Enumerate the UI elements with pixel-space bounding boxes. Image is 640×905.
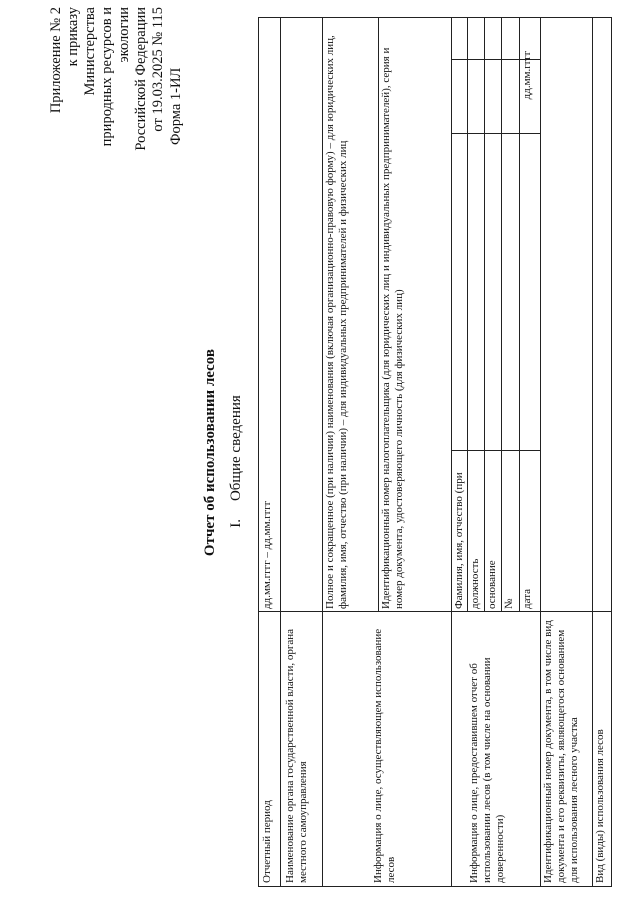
appendix-line: природных ресурсов и экологии xyxy=(99,7,132,147)
submitter-fio-label: Фамилия, имя, отчество (при xyxy=(453,472,465,609)
forest-user-name-label: Полное и сокращенное (при наличии) наименования (включая организационно-правовую форму) – для юридических лиц, фамилия, имя, отчество (при наличии) – для индивидуальных предпринимателей и физических лиц xyxy=(324,35,349,609)
section-name: Общие сведения xyxy=(228,395,244,502)
form-label: Форма 1-ИЛ xyxy=(168,67,184,145)
appendix-header xyxy=(48,7,167,157)
forest-user-label: Информация о лице, осуществляющем использование лесов xyxy=(372,628,397,883)
authority-value[interactable] xyxy=(281,16,322,612)
usage-type-label: Вид (виды) использования лесов xyxy=(594,729,606,883)
submitter-label: Информация о лице, предоставившем отчет об использовании лесов (в том числе на основании доверенности) xyxy=(468,657,506,883)
document-label: Идентификационный номер документа, в том числе вид документа и его реквизиты, являющегося основанием для использования лесного участка xyxy=(542,620,580,883)
submitter-number-label: № xyxy=(503,598,515,609)
reporting-period-label: Отчетный период xyxy=(261,800,273,883)
reporting-period-value: дд.мм.гггг – дд.мм.гггг xyxy=(261,500,273,609)
submitter-date-label: дата xyxy=(521,588,533,609)
appendix-line: к приказу Министерства xyxy=(65,7,98,96)
appendix-line: от 19.03.2025 № 115 xyxy=(150,7,166,132)
appendix-line: Российской Федерации xyxy=(133,7,149,151)
section-title xyxy=(228,0,245,905)
submitter-date-value: дд.мм.гггг xyxy=(521,50,533,100)
authority-label: Наименование органа государственной власти, органа местного самоуправления xyxy=(284,629,309,883)
document-value[interactable] xyxy=(541,16,592,612)
submitter-position-label: должность xyxy=(469,558,481,609)
document-title: Отчет об использовании лесов xyxy=(202,348,218,557)
general-info-table xyxy=(258,17,612,887)
forest-user-inn-label: Идентификационный номер налогоплательщика (для юридических лиц и индивидуальных предпринимателей), серия и номер документа, удостоверяющего личность (для физических лиц) xyxy=(380,47,405,609)
section-number: I. xyxy=(228,519,244,528)
submitter-basis-label: основание xyxy=(486,560,498,609)
usage-type-value[interactable] xyxy=(593,16,612,612)
appendix-line: Приложение № 2 xyxy=(48,7,64,114)
